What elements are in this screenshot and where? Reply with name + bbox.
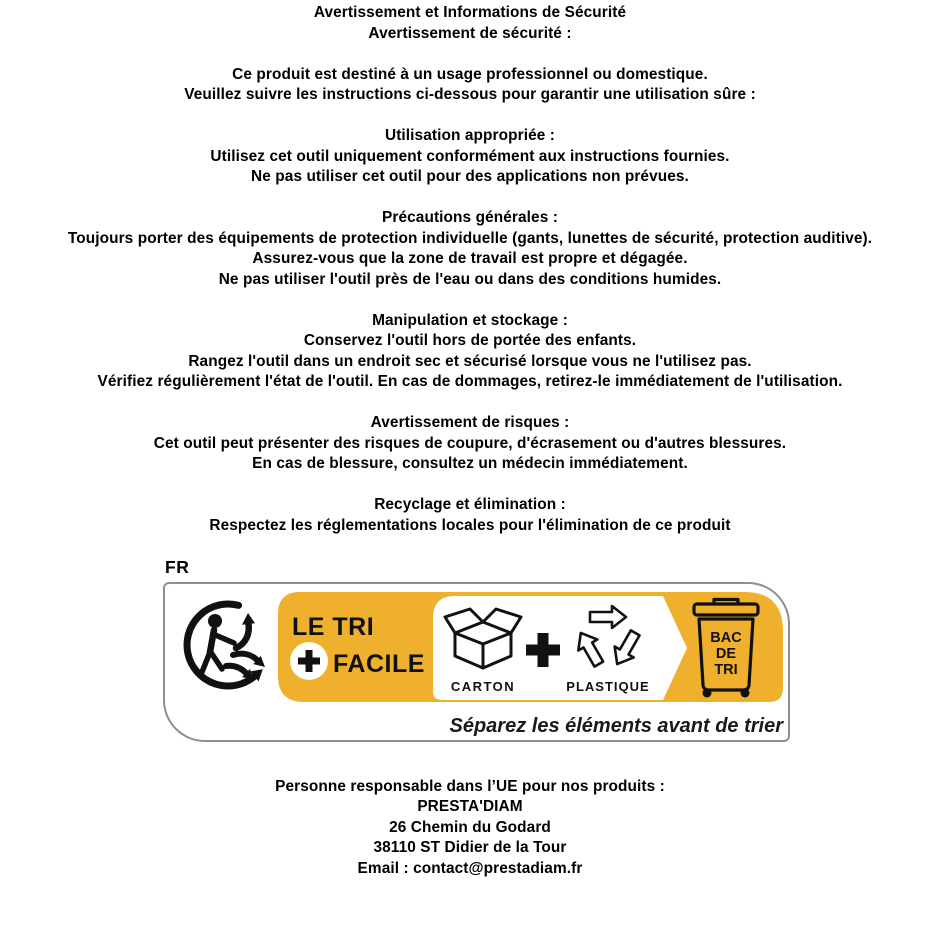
intro-line: Ce produit est destiné à un usage professionnel ou domestique. — [232, 65, 708, 83]
company-name: PRESTA'DIAM — [417, 798, 523, 815]
body-line: Ne pas utiliser cet outil pour des applications non prévues. — [251, 168, 689, 185]
body-line: Assurez-vous que la zone de travail est propre et dégagée. — [252, 250, 688, 267]
section-heading: Manipulation et stockage : — [372, 311, 568, 329]
recycling-label-graphic — [165, 584, 788, 740]
risk-warning-section — [0, 413, 940, 475]
badge-title-line2: FACILE — [333, 649, 425, 678]
badge-title-line1: LE TRI — [292, 612, 375, 641]
body-line: Vérifiez régulièrement l'état de l'outil. En cas de dommages, retirez-le immédiatement de l'utilisation. — [97, 373, 843, 390]
doc-subtitle: Avertissement de sécurité : — [368, 24, 572, 42]
body-line: Utilisez cet outil uniquement conformément aux instructions fournies. — [210, 147, 730, 165]
bin-text-line1: BAC — [710, 629, 742, 646]
body-line: En cas de blessure, consultez un médecin immédiatement. — [252, 455, 688, 472]
storage-section — [0, 311, 940, 393]
body-line: Conservez l'outil hors de portée des enfants. — [303, 332, 637, 349]
contact-heading: Personne responsable dans l’UE pour nos produits : — [275, 777, 665, 795]
bin-text-line2: DE — [715, 645, 737, 662]
intro-line: Veuillez suivre les instructions ci-dessous pour garantir une utilisation sûre : — [184, 86, 756, 103]
usage-section — [0, 126, 940, 188]
doc-title: Avertissement et Informations de Sécurité — [313, 4, 627, 21]
bin-text-line3: TRI — [714, 661, 738, 678]
recycling-section — [0, 495, 940, 536]
recycling-sorting-label — [163, 582, 790, 742]
body-line: Rangez l'outil dans un endroit sec et sécurisé lorsque vous ne l'utilisez pas. — [188, 352, 752, 370]
section-heading: Précautions générales : — [382, 209, 558, 226]
body-line: Cet outil peut présenter des risques de coupure, d'écrasement ou d'autres blessures. — [153, 434, 787, 452]
material-label-plastique: PLASTIQUE — [566, 678, 650, 694]
body-line: Toujours porter des équipements de protection individuelle (gants, lunettes de sécurité, protection auditive). — [67, 229, 873, 247]
sorting-caption: Séparez les éléments avant de trier — [449, 714, 783, 737]
address-city: 38110 ST Didier de la Tour — [373, 839, 567, 856]
section-heading: Avertissement de risques : — [370, 414, 570, 431]
triman-icon — [187, 604, 265, 686]
body-line: Respectez les réglementations locales pour l'élimination de ce produit — [209, 516, 731, 534]
section-heading: Recyclage et élimination : — [374, 496, 566, 513]
precautions-section — [0, 208, 940, 290]
material-label-carton: CARTON — [450, 678, 516, 694]
eu-contact-section — [0, 777, 940, 880]
title-section — [0, 3, 940, 44]
contact-email: Email : contact@prestadiam.fr — [357, 859, 583, 877]
address-street: 26 Chemin du Godard — [389, 818, 551, 836]
section-heading: Utilisation appropriée : — [384, 127, 555, 144]
intro-section — [0, 65, 940, 106]
country-code-label: FR — [165, 556, 190, 577]
body-line: Ne pas utiliser l'outil près de l'eau ou dans des conditions humides. — [218, 270, 722, 288]
